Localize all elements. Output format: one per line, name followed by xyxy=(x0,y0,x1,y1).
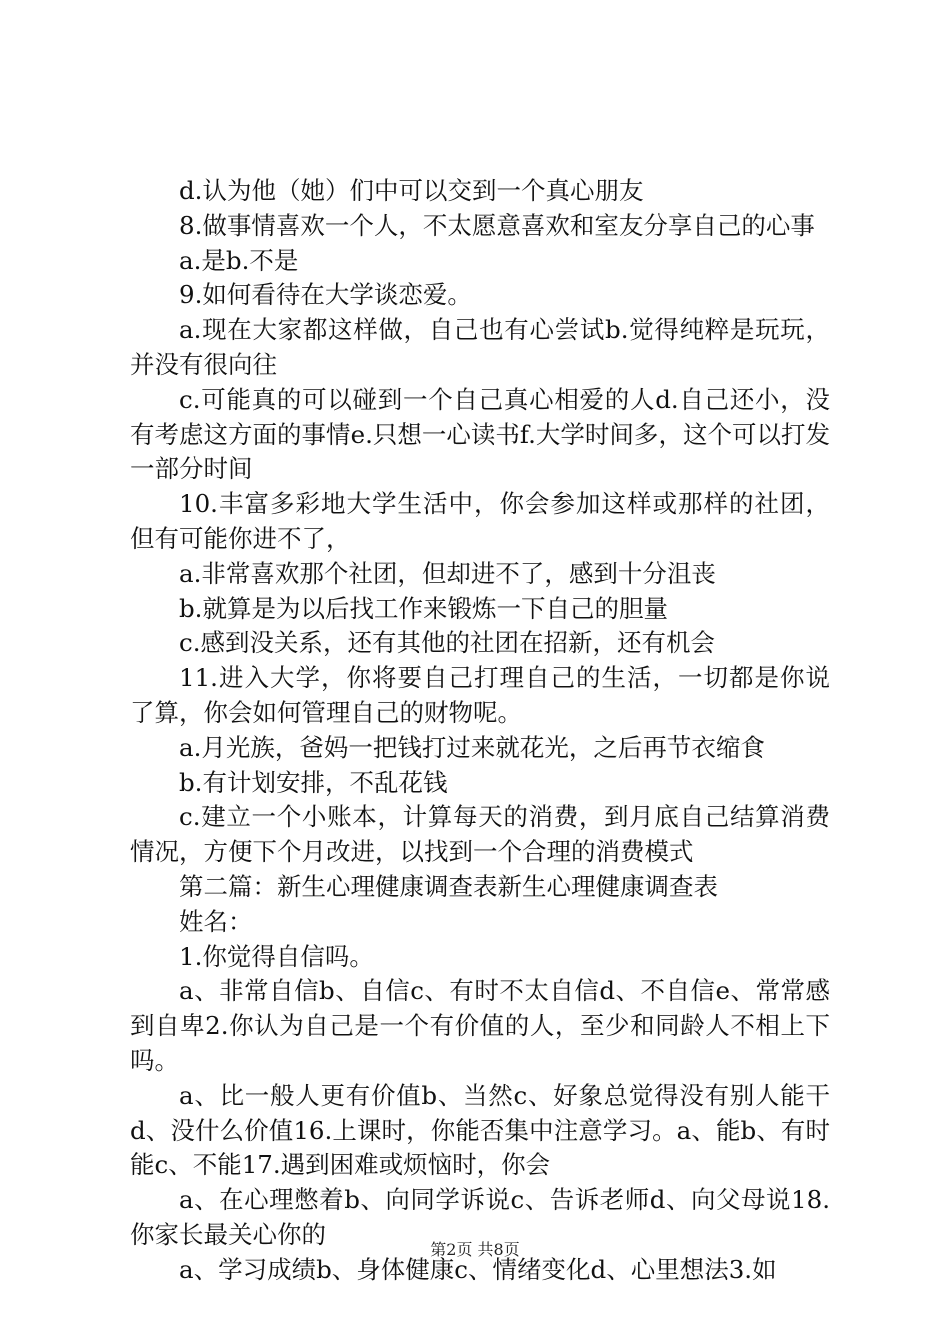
paragraph-7: 10.丰富多彩地大学生活中，你会参加这样或那样的社团，但有可能你进不了， xyxy=(130,489,830,553)
paragraph-10: c.感到没关系，还有其他的社团在招新，还有机会 xyxy=(179,628,716,658)
paragraph-11: 11.进入大学，你将要自己打理自己的生活，一切都是你说了算，你会如何管理自己的财物呢。 xyxy=(130,663,830,727)
paragraph-12: a.月光族，爸妈一把钱打过来就花光，之后再节衣缩食 xyxy=(179,732,765,762)
paragraph-9: b.就算是为以后找工作来锻炼一下自己的胆量 xyxy=(179,593,668,623)
paragraph-20: a、在心理憋着b、向同学诉说c、告诉老师d、向父母说18.你家长最关心你的 xyxy=(130,1185,830,1249)
paragraph-21: a、学习成绩b、身体健康c、情绪变化d、心里想法3.如 xyxy=(179,1254,777,1284)
paragraph-3: a.是b.不是 xyxy=(179,245,299,275)
paragraph-8: a.非常喜欢那个社团，但却进不了，感到十分沮丧 xyxy=(179,558,716,588)
paragraph-14: c.建立一个小账本，计算每天的消费，到月底自己结算消费情况，方便下个月改进，以找到一个合理的消费模式 xyxy=(130,802,830,867)
paragraph-13: b.有计划安排，不乱花钱 xyxy=(179,767,448,797)
paragraph-17: 1.你觉得自信吗。 xyxy=(179,941,374,971)
paragraph-6: c.可能真的可以碰到一个自己真心相爱的人d.自己还小，没有考虑这方面的事情e.只想一心读书f.大学时间多，这个可以打发一部分时间 xyxy=(130,384,830,484)
section-heading: 第二篇：新生心理健康调查表新生心理健康调查表 xyxy=(179,871,718,901)
paragraph-2: 8.做事情喜欢一个人，不太愿意喜欢和室友分享自己的心事 xyxy=(179,210,815,240)
name-label: 姓名： xyxy=(179,906,253,936)
document-body xyxy=(130,174,830,1288)
paragraph-4: 9.如何看待在大学谈恋爱。 xyxy=(179,280,472,310)
paragraph-5: a.现在大家都这样做，自己也有心尝试b.觉得纯粹是玩玩，并没有很向往 xyxy=(130,315,830,379)
page-footer: 第2页 共8页 xyxy=(430,1240,520,1259)
paragraph-1: d.认为他（她）们中可以交到一个真心朋友 xyxy=(179,176,644,205)
paragraph-18: a、非常自信b、自信c、有时不太自信d、不自信e、常常感到自卑2.你认为自己是一个有价值的人，至少和同龄人不相上下吗。 xyxy=(130,976,830,1075)
paragraph-19: a、比一般人更有价值b、当然c、好象总觉得没有别人能干d、没什么价值16.上课时，你能否集中注意学习。a、能b、有时能c、不能17.遇到困难或烦恼时，你会 xyxy=(130,1080,830,1180)
